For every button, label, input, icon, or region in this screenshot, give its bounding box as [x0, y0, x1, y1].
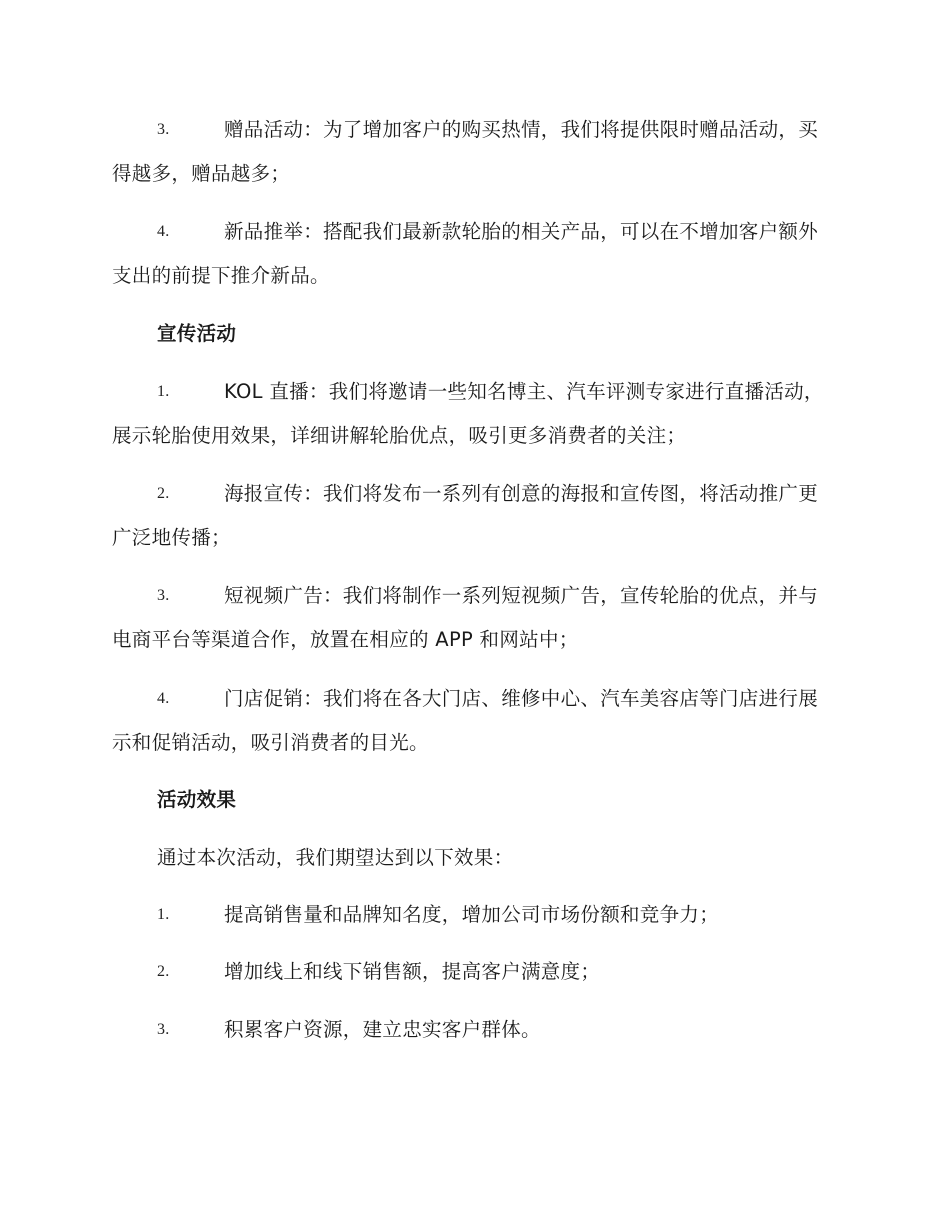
effect-intro: 通过本次活动，我们期望达到以下效果：	[157, 846, 514, 869]
list-item-store-promo	[112, 677, 836, 765]
list-item-text: 短视频广告：我们将制作一系列短视频广告，宣传轮胎的优点，并与电商平台等渠道合作，放置在相应的 APP 和网站中；	[112, 584, 819, 651]
list-item-text: 提高销售量和品牌知名度，增加公司市场份额和竞争力；	[224, 903, 720, 926]
list-item-text: KOL 直播：我们将邀请一些知名博主、汽车评测专家进行直播活动，展示轮胎使用效果，详细讲解轮胎优点，吸引更多消费者的关注；	[112, 380, 824, 447]
list-number: 2.	[157, 963, 170, 980]
list-item-short-video	[112, 574, 836, 662]
section-heading-promotion: 宣传活动	[157, 322, 237, 345]
list-item-text: 赠品活动：为了增加客户的购买热情，我们将提供限时赠品活动，买得越多，赠品越多；	[112, 118, 819, 185]
list-item-text: 新品推举：搭配我们最新款轮胎的相关产品，可以在不增加客户额外支出的前提下推介新品。	[112, 220, 819, 287]
list-number: 3.	[157, 1021, 170, 1038]
list-item-text: 门店促销：我们将在各大门店、维修中心、汽车美容店等门店进行展示和促销活动，吸引消费者的目光。	[112, 687, 819, 754]
list-number: 1.	[157, 383, 170, 400]
list-item-gift-activity	[112, 108, 836, 196]
list-item-new-product	[112, 210, 836, 298]
list-number: 3.	[157, 587, 170, 604]
list-number: 3.	[157, 121, 170, 138]
list-number: 2.	[157, 485, 170, 502]
section-heading-effect: 活动效果	[157, 788, 237, 811]
list-number: 4.	[157, 690, 170, 707]
list-item-poster	[112, 472, 836, 560]
list-item-text: 海报宣传：我们将发布一系列有创意的海报和宣传图，将活动推广更广泛地传播；	[112, 482, 819, 549]
list-number: 1.	[157, 906, 170, 923]
list-item-text: 积累客户资源，建立忠实客户群体。	[224, 1018, 541, 1041]
list-number: 4.	[157, 223, 170, 240]
list-item-text: 增加线上和线下销售额，提高客户满意度；	[224, 960, 601, 983]
list-item-kol-live	[112, 370, 836, 458]
